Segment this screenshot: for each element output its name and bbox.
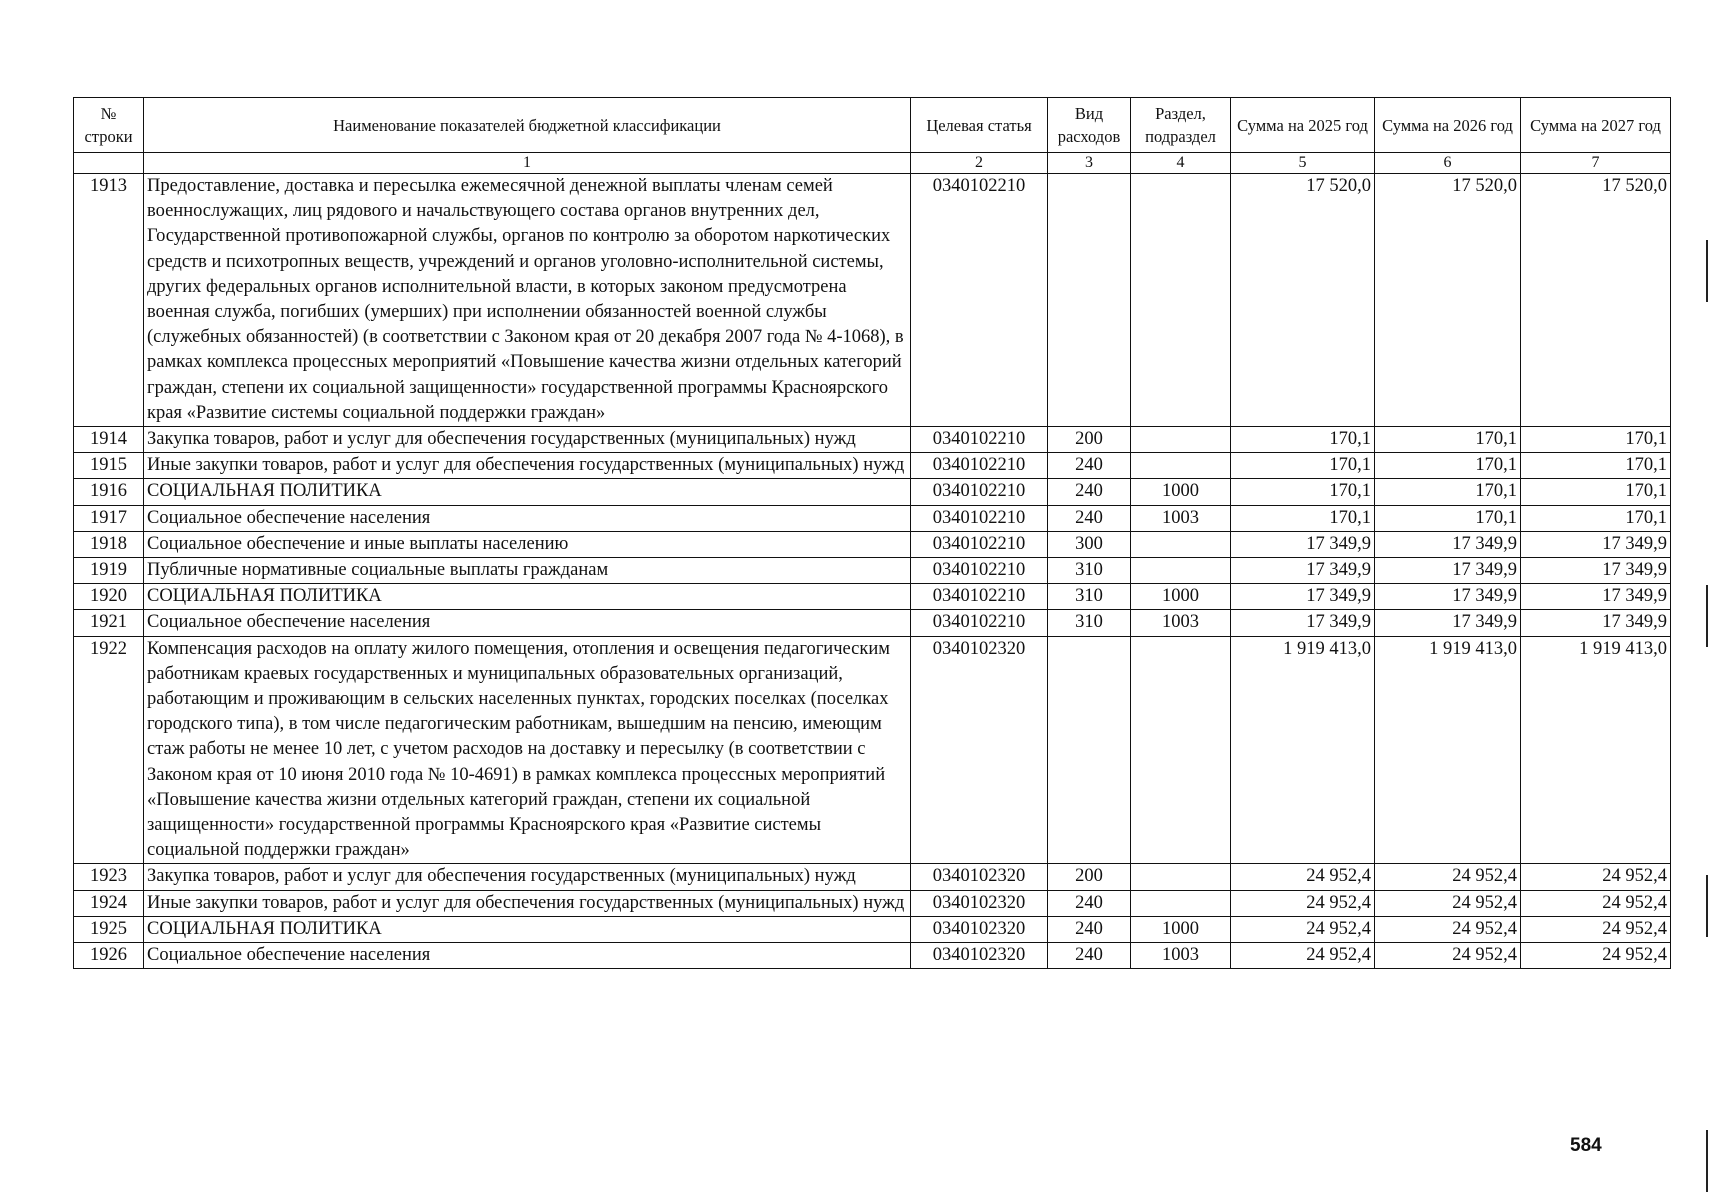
sum-2025: 17 349,9	[1231, 531, 1375, 557]
expense-type: 300	[1048, 531, 1131, 557]
sum-2025: 24 952,4	[1231, 943, 1375, 969]
scan-edge-mark	[1706, 875, 1708, 937]
sum-2027: 17 520,0	[1521, 174, 1671, 427]
section: 1003	[1131, 610, 1231, 636]
indicator-name: Иные закупки товаров, работ и услуг для обеспечения государственных (муниципальных) нужд	[144, 453, 911, 479]
target-article: 0340102320	[911, 636, 1048, 864]
sum-2027: 17 349,9	[1521, 531, 1671, 557]
table-row	[74, 174, 1671, 427]
sum-2025: 170,1	[1231, 427, 1375, 453]
sum-2027: 170,1	[1521, 505, 1671, 531]
row-number: 1913	[74, 174, 144, 427]
sum-2025: 17 349,9	[1231, 558, 1375, 584]
header-target-article: Целевая статья	[911, 98, 1048, 153]
budget-table	[73, 97, 1671, 969]
page-number: 584	[1570, 1135, 1602, 1156]
sum-2026: 17 520,0	[1375, 174, 1521, 427]
sum-2027: 17 349,9	[1521, 610, 1671, 636]
sum-2026: 170,1	[1375, 505, 1521, 531]
header-sum-2026: Сумма на 2026 год	[1375, 98, 1521, 153]
column-index-blank	[74, 153, 144, 174]
target-article: 0340102210	[911, 427, 1048, 453]
scan-edge-mark	[1706, 585, 1708, 647]
indicator-name: Предоставление, доставка и пересылка ежемесячной денежной выплаты членам семей военнослужащих, лиц рядового и начальствующего состава органов внутренних дел, Государственной противопожарной службы, органов по контролю за оборотом наркотических средств и психотропных веществ, учреждений и органов уголовно-исполнительной системы, других федеральных органов исполнительной власти, в которых законом предусмотрена военная служба, погибших (умерших) при исполнении обязанностей военной службы (служебных обязанностей) (в соответствии с Законом края от 20 декабря 2007 года № 4-1068), в рамках комплекса процессных мероприятий «Повышение качества жизни отдельных категорий граждан, степени их социальной защищенности» государственной программы Красноярского края «Развитие системы социальной поддержки граждан»	[144, 174, 911, 427]
sum-2025: 17 349,9	[1231, 584, 1375, 610]
expense-type: 240	[1048, 453, 1131, 479]
indicator-name: СОЦИАЛЬНАЯ ПОЛИТИКА	[144, 584, 911, 610]
section	[1131, 558, 1231, 584]
sum-2027: 17 349,9	[1521, 584, 1671, 610]
sum-2025: 24 952,4	[1231, 890, 1375, 916]
scan-edge-mark	[1706, 1130, 1708, 1192]
sum-2025: 24 952,4	[1231, 864, 1375, 890]
table-row	[74, 636, 1671, 864]
table-row	[74, 943, 1671, 969]
row-number: 1916	[74, 479, 144, 505]
sum-2025: 170,1	[1231, 479, 1375, 505]
expense-type	[1048, 174, 1131, 427]
row-number: 1917	[74, 505, 144, 531]
section	[1131, 531, 1231, 557]
target-article: 0340102210	[911, 531, 1048, 557]
section: 1000	[1131, 916, 1231, 942]
row-number: 1920	[74, 584, 144, 610]
indicator-name: Закупка товаров, работ и услуг для обеспечения государственных (муниципальных) нужд	[144, 864, 911, 890]
row-number: 1919	[74, 558, 144, 584]
expense-type: 240	[1048, 943, 1131, 969]
table-row	[74, 558, 1671, 584]
target-article: 0340102320	[911, 943, 1048, 969]
sum-2026: 170,1	[1375, 453, 1521, 479]
expense-type: 310	[1048, 584, 1131, 610]
header-indicator-name: Наименование показателей бюджетной классификации	[144, 98, 911, 153]
target-article: 0340102210	[911, 453, 1048, 479]
sum-2026: 24 952,4	[1375, 916, 1521, 942]
section	[1131, 174, 1231, 427]
sum-2025: 17 520,0	[1231, 174, 1375, 427]
indicator-name: Социальное обеспечение населения	[144, 610, 911, 636]
section: 1000	[1131, 584, 1231, 610]
sum-2027: 170,1	[1521, 453, 1671, 479]
target-article: 0340102210	[911, 174, 1048, 427]
expense-type: 240	[1048, 479, 1131, 505]
header-section: Раздел, подраздел	[1131, 98, 1231, 153]
scan-edge-mark	[1706, 240, 1708, 302]
expense-type: 310	[1048, 610, 1131, 636]
target-article: 0340102210	[911, 610, 1048, 636]
section	[1131, 636, 1231, 864]
table-row	[74, 531, 1671, 557]
row-number: 1918	[74, 531, 144, 557]
sum-2027: 24 952,4	[1521, 943, 1671, 969]
row-number: 1915	[74, 453, 144, 479]
table-row	[74, 864, 1671, 890]
indicator-name: Социальное обеспечение населения	[144, 943, 911, 969]
table-row	[74, 427, 1671, 453]
expense-type	[1048, 636, 1131, 864]
sum-2025: 17 349,9	[1231, 610, 1375, 636]
sum-2025: 24 952,4	[1231, 916, 1375, 942]
row-number: 1914	[74, 427, 144, 453]
column-index: 7	[1521, 153, 1671, 174]
table-header-row	[74, 98, 1671, 153]
sum-2026: 170,1	[1375, 479, 1521, 505]
column-index: 4	[1131, 153, 1231, 174]
expense-type: 200	[1048, 427, 1131, 453]
expense-type: 310	[1048, 558, 1131, 584]
target-article: 0340102210	[911, 584, 1048, 610]
sum-2026: 24 952,4	[1375, 943, 1521, 969]
sum-2026: 170,1	[1375, 427, 1521, 453]
section	[1131, 864, 1231, 890]
sum-2026: 17 349,9	[1375, 610, 1521, 636]
section: 1003	[1131, 505, 1231, 531]
indicator-name: Закупка товаров, работ и услуг для обеспечения государственных (муниципальных) нужд	[144, 427, 911, 453]
row-number: 1926	[74, 943, 144, 969]
sum-2027: 24 952,4	[1521, 864, 1671, 890]
sum-2027: 170,1	[1521, 427, 1671, 453]
sum-2026: 24 952,4	[1375, 864, 1521, 890]
target-article: 0340102320	[911, 864, 1048, 890]
sum-2027: 24 952,4	[1521, 916, 1671, 942]
table-row	[74, 453, 1671, 479]
sum-2025: 170,1	[1231, 453, 1375, 479]
table-row	[74, 916, 1671, 942]
header-expense-type: Вид расходов	[1048, 98, 1131, 153]
column-index: 3	[1048, 153, 1131, 174]
sum-2026: 24 952,4	[1375, 890, 1521, 916]
indicator-name: СОЦИАЛЬНАЯ ПОЛИТИКА	[144, 916, 911, 942]
sum-2025: 170,1	[1231, 505, 1375, 531]
target-article: 0340102210	[911, 479, 1048, 505]
indicator-name: СОЦИАЛЬНАЯ ПОЛИТИКА	[144, 479, 911, 505]
column-index: 6	[1375, 153, 1521, 174]
expense-type: 240	[1048, 890, 1131, 916]
indicator-name: Иные закупки товаров, работ и услуг для обеспечения государственных (муниципальных) нужд	[144, 890, 911, 916]
sum-2025: 1 919 413,0	[1231, 636, 1375, 864]
table-row	[74, 890, 1671, 916]
column-index: 5	[1231, 153, 1375, 174]
row-number: 1924	[74, 890, 144, 916]
target-article: 0340102320	[911, 916, 1048, 942]
table-row	[74, 610, 1671, 636]
row-number: 1925	[74, 916, 144, 942]
section	[1131, 427, 1231, 453]
table-body	[74, 174, 1671, 969]
sum-2027: 17 349,9	[1521, 558, 1671, 584]
section: 1000	[1131, 479, 1231, 505]
indicator-name: Социальное обеспечение и иные выплаты населению	[144, 531, 911, 557]
table-row	[74, 479, 1671, 505]
indicator-name: Компенсация расходов на оплату жилого помещения, отопления и освещения педагогическим работникам краевых государственных и муниципальных образовательных организаций, работающим и проживающим в сельских населенных пунктах, городских поселках (поселках городского типа), в том числе педагогическим работникам, вышедшим на пенсию, имеющим стаж работы не менее 10 лет, с учетом расходов на доставку и пересылку (в соответствии с Законом края от 10 июня 2010 года № 10-4691) в рамках комплекса процессных мероприятий «Повышение качества жизни отдельных категорий граждан, степени их социальной защищенности» государственной программы Красноярского края «Развитие системы социальной поддержки граждан»	[144, 636, 911, 864]
column-index: 1	[144, 153, 911, 174]
target-article: 0340102320	[911, 890, 1048, 916]
row-number: 1921	[74, 610, 144, 636]
table-row	[74, 505, 1671, 531]
expense-type: 200	[1048, 864, 1131, 890]
indicator-name: Публичные нормативные социальные выплаты гражданам	[144, 558, 911, 584]
sum-2026: 1 919 413,0	[1375, 636, 1521, 864]
header-sum-2025: Сумма на 2025 год	[1231, 98, 1375, 153]
sum-2026: 17 349,9	[1375, 558, 1521, 584]
expense-type: 240	[1048, 916, 1131, 942]
column-index-row	[74, 153, 1671, 174]
header-row-number: № строки	[74, 98, 144, 153]
sum-2027: 24 952,4	[1521, 890, 1671, 916]
section: 1003	[1131, 943, 1231, 969]
table-row	[74, 584, 1671, 610]
section	[1131, 890, 1231, 916]
indicator-name: Социальное обеспечение населения	[144, 505, 911, 531]
column-index: 2	[911, 153, 1048, 174]
row-number: 1923	[74, 864, 144, 890]
sum-2026: 17 349,9	[1375, 584, 1521, 610]
header-sum-2027: Сумма на 2027 год	[1521, 98, 1671, 153]
expense-type: 240	[1048, 505, 1131, 531]
section	[1131, 453, 1231, 479]
sum-2027: 170,1	[1521, 479, 1671, 505]
sum-2026: 17 349,9	[1375, 531, 1521, 557]
target-article: 0340102210	[911, 505, 1048, 531]
sum-2027: 1 919 413,0	[1521, 636, 1671, 864]
target-article: 0340102210	[911, 558, 1048, 584]
row-number: 1922	[74, 636, 144, 864]
